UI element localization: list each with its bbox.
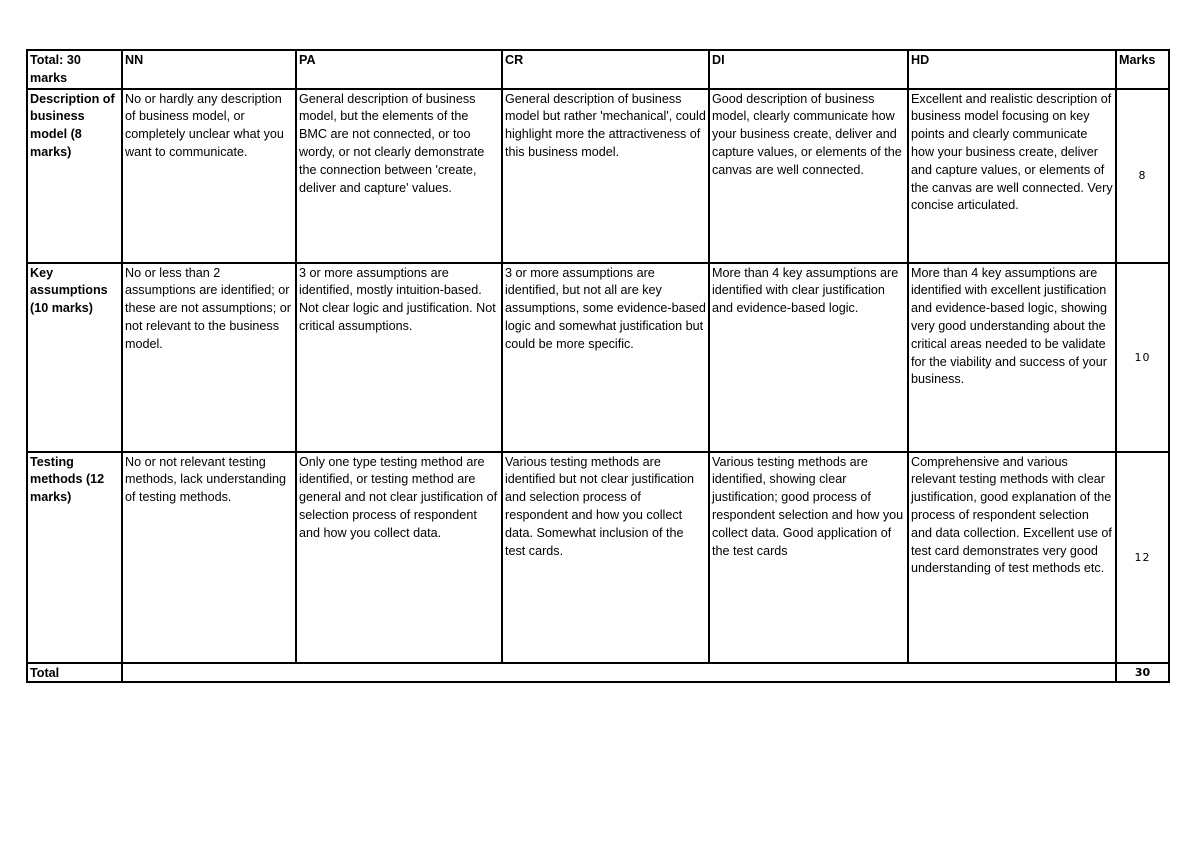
pa-cell: Only one type testing method are identified, or testing method are general and not clear justification of selection process of respondent and how you collect data. [296, 452, 502, 663]
marks-cell: 8 [1116, 89, 1169, 263]
header-pa-cell: PA [296, 50, 502, 89]
header-marks-cell: Marks [1116, 50, 1169, 89]
hd-cell: More than 4 key assumptions are identified with excellent justification and evidence-based logic, showing very good understanding about the critical areas needed to be validate for the viability and success of your business. [908, 263, 1116, 452]
rubric-table [26, 49, 1170, 683]
table-row-business-model [27, 89, 1169, 263]
di-cell: More than 4 key assumptions are identified with clear justification and evidence-based logic. [709, 263, 908, 452]
nn-cell: No or less than 2 assumptions are identified; or these are not assumptions; or not relevant to the business model. [122, 263, 296, 452]
nn-cell: No or hardly any description of business model, or completely unclear what you want to communicate. [122, 89, 296, 263]
table-row-testing-methods [27, 452, 1169, 663]
total-row [27, 663, 1169, 682]
pa-cell: 3 or more assumptions are identified, mostly intuition-based. Not clear logic and justification. Not critical assumptions. [296, 263, 502, 452]
total-marks-cell: 30 [1116, 663, 1169, 682]
header-hd-cell: HD [908, 50, 1116, 89]
cr-cell: General description of business model but rather 'mechanical', could highlight more the attractiveness of this business model. [502, 89, 709, 263]
nn-cell: No or not relevant testing methods, lack understanding of testing methods. [122, 452, 296, 663]
criterion-cell: Testing methods (12 marks) [27, 452, 122, 663]
total-empty-cell [122, 663, 1116, 682]
header-cr-cell: CR [502, 50, 709, 89]
cr-cell: 3 or more assumptions are identified, but not all are key assumptions, some evidence-based logic and somewhat justification but could be more specific. [502, 263, 709, 452]
table-row-key-assumptions [27, 263, 1169, 452]
header-nn-cell: NN [122, 50, 296, 89]
criterion-cell: Key assumptions (10 marks) [27, 263, 122, 452]
di-cell: Various testing methods are identified, showing clear justification; good process of respondent selection and how you collect data. Good application of the test cards [709, 452, 908, 663]
header-di-cell: DI [709, 50, 908, 89]
hd-cell: Excellent and realistic description of business model focusing on key points and clearly communicate how your business create, deliver and capture values, or elements of the canvas are well connected. Very concise articulated. [908, 89, 1116, 263]
criterion-cell: Description of business model (8 marks) [27, 89, 122, 263]
hd-cell: Comprehensive and various relevant testing methods with clear justification, good explanation of the process of respondent selection and data collection. Excellent use of test card demonstrates very good understanding of test methods etc. [908, 452, 1116, 663]
header-row [27, 50, 1169, 89]
pa-cell: General description of business model, but the elements of the BMC are not connected, or too wordy, or not clearly demonstrate the connection between 'create, deliver and capture' values. [296, 89, 502, 263]
marks-cell: 10 [1116, 263, 1169, 452]
marks-cell: 12 [1116, 452, 1169, 663]
di-cell: Good description of business model, clearly communicate how your business create, deliver and capture values, or elements of the canvas are well connected. [709, 89, 908, 263]
cr-cell: Various testing methods are identified but not clear justification and selection process of respondent and how you collect data. Somewhat inclusion of the test cards. [502, 452, 709, 663]
header-criteria-cell: Total: 30 marks [27, 50, 122, 89]
total-label-cell: Total [27, 663, 122, 682]
